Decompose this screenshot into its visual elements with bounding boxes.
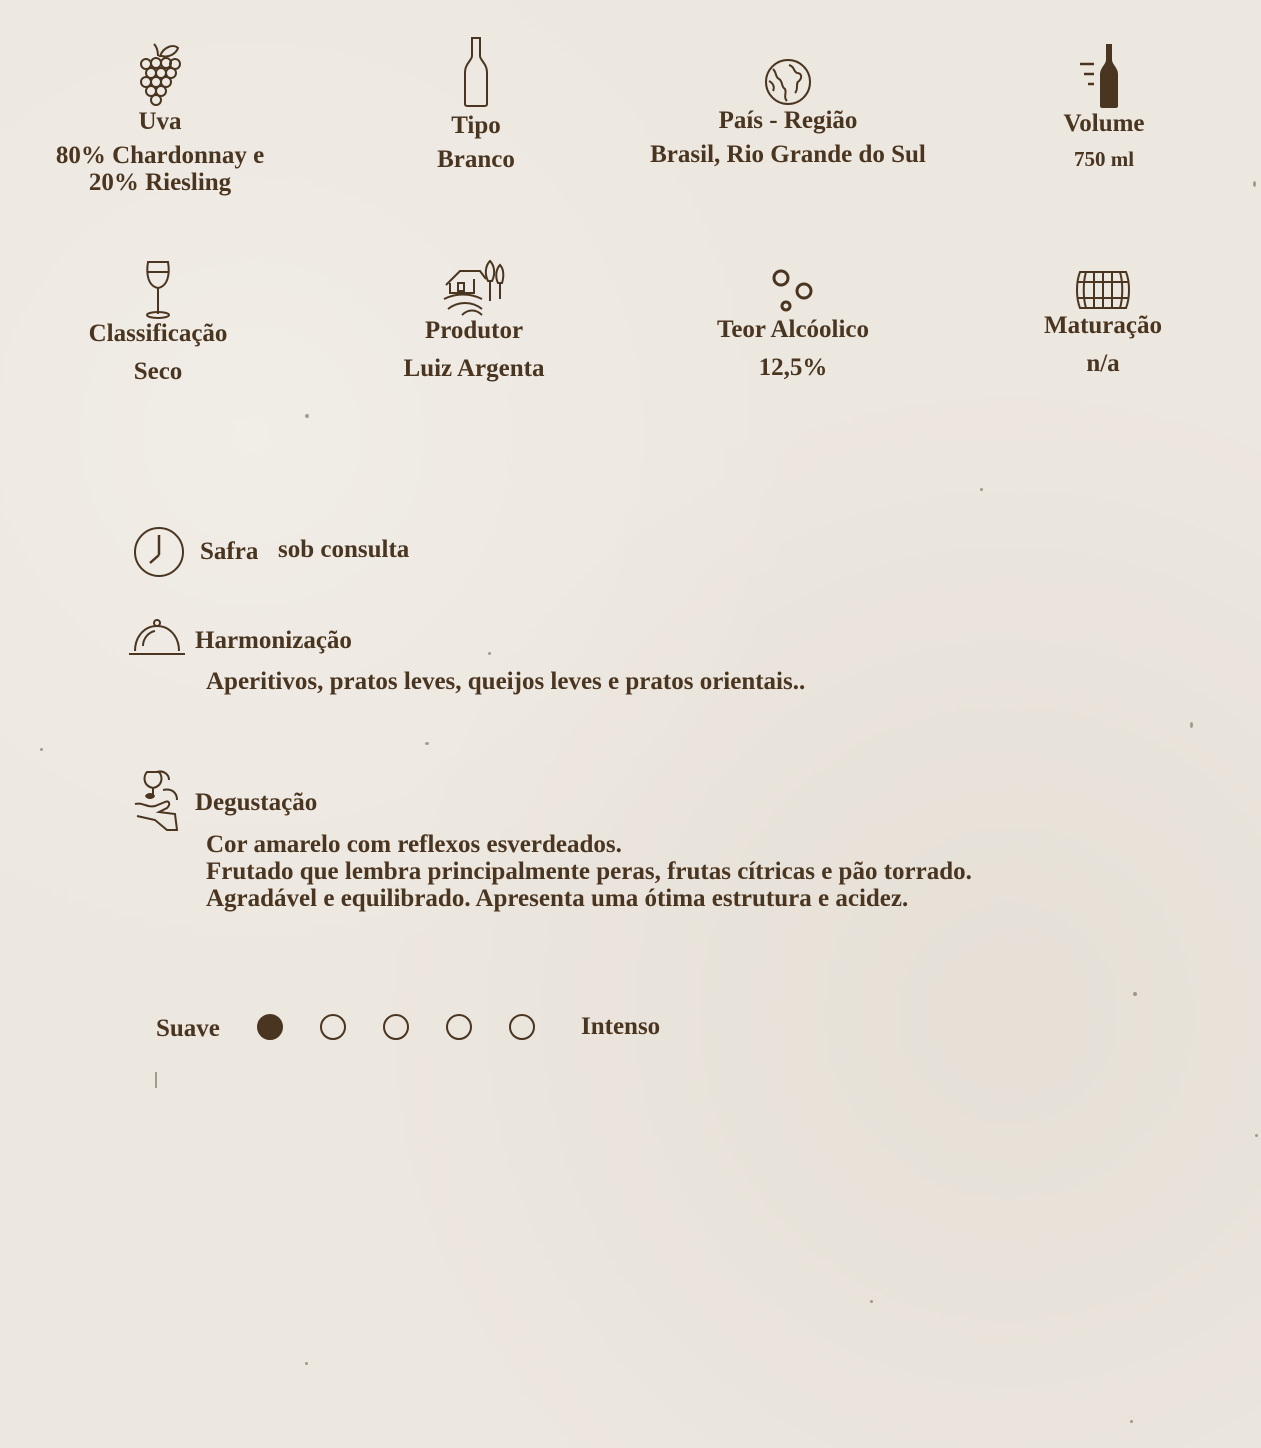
harmonizacao-text: Aperitivos, pratos leves, queijos leves e pratos orientais..	[206, 668, 806, 695]
spec-value: Brasil, Rio Grande do Sul	[650, 141, 926, 168]
intensity-dot-empty	[509, 1014, 535, 1040]
spec-label: Tipo	[451, 112, 501, 139]
spec-label: Produtor	[424, 317, 524, 344]
spec-label: Maturação	[1043, 312, 1163, 339]
spec-value: n/a	[1086, 350, 1120, 377]
intensity-right-label: Intenso	[581, 1013, 661, 1040]
spec-label: Teor Alcóolico	[716, 316, 870, 343]
spec-value: 80% Chardonnay e	[55, 142, 265, 169]
spec-value: Luiz Argenta	[403, 355, 545, 382]
spec-label: Classificação	[88, 320, 228, 347]
degustacao-line: Agradável e equilibrado. Apresenta uma ótima estrutura e acidez.	[206, 885, 909, 912]
spec-label: País - Região	[718, 107, 858, 134]
spec-value: Seco	[133, 358, 183, 385]
spec-value: 12,5%	[758, 354, 828, 381]
spec-label: Uva	[138, 108, 182, 135]
spec-value: Branco	[437, 146, 515, 173]
intensity-left-label: Suave	[156, 1015, 220, 1042]
intensity-dot-empty	[446, 1014, 472, 1040]
spec-value: 750 ml	[1073, 147, 1135, 171]
spec-value: 20% Riesling	[88, 169, 232, 196]
spec-label: Volume	[1063, 110, 1145, 137]
harmonizacao-label: Harmonização	[195, 627, 352, 654]
intensity-dot-empty	[320, 1014, 346, 1040]
degustacao-line: Cor amarelo com reflexos esverdeados.	[206, 831, 622, 858]
degustacao-line: Frutado que lembra principalmente peras, frutas cítricas e pão torrado.	[206, 858, 972, 885]
degustacao-label: Degustação	[195, 789, 318, 816]
intensity-dot-filled	[257, 1014, 283, 1040]
safra-label: Safra	[200, 538, 259, 565]
intensity-dot-empty	[383, 1014, 409, 1040]
safra-value: sob consulta	[278, 536, 410, 563]
